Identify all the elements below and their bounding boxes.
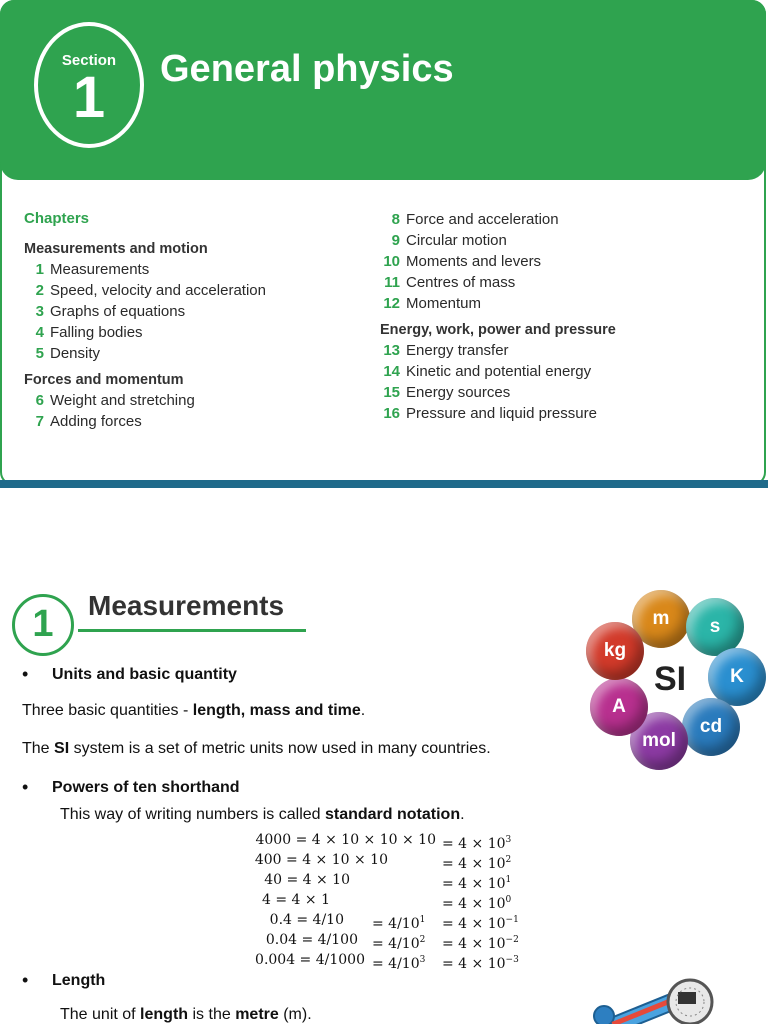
chapter-group [380,322,616,424]
math-rhs-base: = 4 × 10 [442,876,506,892]
math-exponent: −3 [505,955,519,965]
si-unit-ball: A [590,678,648,736]
chapter-item[interactable] [380,340,616,361]
math-lhs: 4 = 4 × 1 [262,892,330,908]
chapters-heading: Chapters [24,210,90,227]
chapter-number-badge [12,594,74,656]
chapter-label: Density [50,345,101,362]
chapter-item[interactable] [24,322,266,343]
chapter-number: 16 [383,405,400,422]
chapter-label: Energy transfer [406,342,509,359]
chapter-number: 1 [32,603,54,645]
chapter-number: 9 [391,232,400,249]
chapter-group-title: Forces and momentum [24,372,184,388]
bullet-heading-units: Units and basic quantity [52,666,237,683]
math-rhs-base: = 4 × 10 [442,856,506,872]
math-lhs: 400 = 4 × 10 × 10 [254,852,388,868]
math-rhs-base: = 4 × 10 [442,936,506,952]
chapter-number: 1 [35,261,44,278]
math-exponent: 2 [505,855,512,865]
math-mid-base: = 4/10 [372,916,420,932]
math-mid [372,950,442,974]
chapter-label: Graphs of equations [50,303,186,320]
chapter-number: 8 [391,211,400,228]
body-line-standard-notation [60,806,465,824]
math-exponent: 0 [505,895,512,905]
text-run-bold: metre [235,1006,279,1023]
bullet-marker: • [22,664,29,684]
text-run-bold: standard notation [324,806,461,823]
si-unit-ball: s [686,598,744,656]
math-lhs: 40 = 4 × 10 [264,872,350,888]
math-lhs: 0.004 = 4/1000 [255,952,365,968]
math-exponent: 2 [419,935,426,945]
chapter-number: 12 [383,295,400,312]
chapter-item[interactable] [24,343,266,364]
text-run: system is a set of metric units now used in many countries. [69,740,491,757]
chapter-number: 14 [383,363,400,380]
chapters-right-column [380,209,616,424]
chapter-number: 3 [35,303,44,320]
chapter-group [380,209,616,314]
chapter-label: Moments and levers [406,253,542,270]
bullet-heading-length: Length [52,972,106,989]
text-run-bold: length [140,1006,189,1023]
chapter-item[interactable] [24,280,266,301]
bullet-marker: • [22,970,29,990]
chapter-label: Falling bodies [50,324,143,341]
chapter-number: 15 [383,384,400,401]
si-units-graphic [584,586,768,762]
text-run: . [460,806,465,823]
math-rhs-base: = 4 × 10 [442,836,506,852]
stopwatch-icon [668,980,712,1024]
chapter-label: Force and acceleration [406,211,559,228]
section-badge [34,22,144,148]
chapter-number: 2 [35,282,44,299]
math-mid-base: = 4/10 [372,956,420,972]
chapter-item[interactable] [380,230,616,251]
chapter-number: 4 [35,324,44,341]
chapter-number: 13 [383,342,400,359]
chapter-group-title: Measurements and motion [24,241,208,257]
text-run: (m). [278,1006,312,1023]
chapter-group [24,241,266,364]
math-rhs-base: = 4 × 10 [442,896,506,912]
chapter-label: Pressure and liquid pressure [406,405,597,422]
chapter-label: Momentum [406,295,482,312]
chapter-item[interactable] [380,403,616,424]
title-underline [78,629,306,632]
section-number: 1 [72,65,106,130]
math-lhs: 4000 = 4 × 10 × 10 × 10 [255,832,436,848]
chapter-label: Weight and stretching [50,392,195,409]
chapter-number: 5 [35,345,44,362]
chapter-item[interactable] [380,361,616,382]
chapter-number: 11 [384,274,400,291]
bullet-heading-powers: Powers of ten shorthand [52,779,240,796]
chapter-label: Speed, velocity and acceleration [50,282,266,299]
text-run: is the [188,1006,236,1023]
math-exponent: 3 [419,955,426,965]
si-unit-ball: K [708,648,766,706]
chapter-label: Adding forces [50,413,142,430]
math-rhs-base: = 4 × 10 [442,956,506,972]
bullet-marker: • [22,777,29,797]
si-center-label: SI [654,660,687,698]
section-title: General physics [160,48,454,90]
text-run: This way of writing numbers is called [60,806,325,823]
math-exponent: 1 [419,915,426,925]
text-run-bold: SI [54,740,70,757]
text-run: The [22,740,55,757]
math-rhs [442,950,519,974]
chapter-number: 6 [35,392,44,409]
body-line-si-system [22,740,491,758]
chapter-group [24,372,266,432]
text-run: The unit of [60,1006,141,1023]
text-run: . [360,702,366,719]
math-lhs: 0.4 = 4/10 [269,912,344,928]
math-exponent: −2 [505,935,519,945]
chapter-item[interactable] [380,293,616,314]
chapter-label: Centres of mass [406,274,516,291]
math-lhs: 0.04 = 4/100 [265,932,358,948]
chapters-left-column [24,210,266,432]
chapter-number: 10 [383,253,400,270]
chapter-item[interactable] [24,390,266,411]
chapter-label: Energy sources [406,384,511,401]
chapter-item[interactable] [380,251,616,272]
math-rhs-base: = 4 × 10 [442,916,506,932]
chapter-item[interactable] [380,209,616,230]
chapter-label: Kinetic and potential energy [406,363,592,380]
si-unit-ball: m [632,590,690,648]
chapter-title: Measurements [88,590,285,621]
si-unit-ball: kg [586,622,644,680]
chapter-label: Measurements [50,261,150,278]
chapter-item[interactable] [24,301,266,322]
section-card [0,0,768,488]
body-line-basic-quantities [22,702,365,720]
chapter-item[interactable] [24,259,266,280]
math-exponent: 3 [505,835,512,845]
math-exponent: 1 [505,875,512,885]
math-exponent: −1 [505,915,519,925]
thermometer-tape-graphic [582,972,732,1024]
chapter-label: Circular motion [406,232,507,249]
text-run: Three basic quantities - [22,702,193,719]
section-label: Section [61,52,117,69]
chapter-group-title: Energy, work, power and pressure [380,322,616,338]
chapter-item[interactable] [380,382,616,403]
chapter-item[interactable] [24,411,266,432]
body-line-unit-of-length [60,1006,312,1024]
text-run-bold: length, mass and time [192,702,361,719]
card-bottom-strip [0,480,768,488]
si-unit-ball: mol [630,712,688,770]
math-mid-base: = 4/10 [372,936,420,952]
chapter-item[interactable] [380,272,616,293]
si-unit-ball: cd [682,698,740,756]
chapter-number: 7 [35,413,44,430]
section-header [0,0,766,180]
